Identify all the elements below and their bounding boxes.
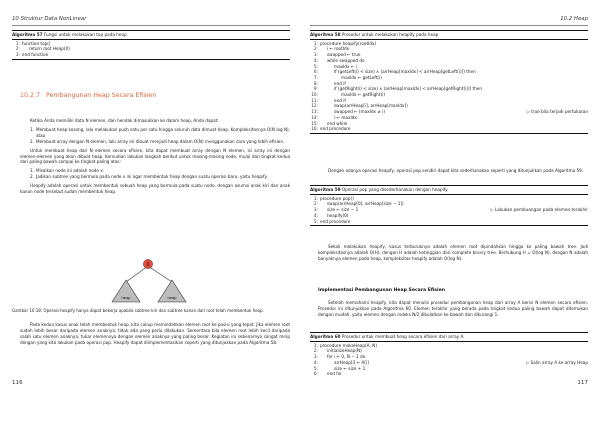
header-rule bbox=[12, 25, 290, 26]
line-number: 1: bbox=[313, 342, 318, 348]
line-code: end while bbox=[327, 120, 348, 126]
line-code: heapify(0) bbox=[327, 212, 349, 218]
algorithm-caption: Fungsi untuk melakukan top pada heap bbox=[43, 32, 127, 37]
algorithm-title bbox=[310, 332, 588, 342]
line-code: maxIdx ← getRight(i) bbox=[341, 92, 385, 98]
line-code: if (getLeft(i) < size) ∧ (arrHeap[maxIdx] < arrHeap[getLeft(i)]) then bbox=[334, 69, 476, 75]
line-number: 12: bbox=[311, 103, 318, 109]
line-number: 4: bbox=[313, 212, 318, 218]
line-number: 2: bbox=[15, 46, 20, 52]
right-page bbox=[300, 0, 600, 424]
paragraph: Dengan adanya operasi heapify, operasi pop sendiri dapat kita sederhanakan seperti yang ditunjukkan pada Algoritma 59. bbox=[328, 168, 584, 173]
algorithm-lines bbox=[12, 40, 290, 60]
section-number: 10.2.7 bbox=[20, 92, 41, 99]
paragraph: Pada kedua kasus anak telah membentuk heap, kita cukup memindahkan elemen root ke posisi yang tepat. Jika elemen root sudah lebih besar daripada elemen anaknya, tidak ada yang perlu dilakukan. Sementara bila elemen root lebih kecil daripada salah satu elemen anaknya, tukar elemennya dengan elemen anaknya yang paling besar. Kegiatan ini sebenarnya sangat mirip dengan yang kita lakukan pada operasi pop. Heapify dapat diimplementasikan seperti yang ditunjukkan pada Algoritma 58. bbox=[20, 322, 290, 345]
left-subtree-label: heap bbox=[121, 295, 131, 300]
list-item bbox=[30, 127, 290, 139]
line-code: function top() bbox=[22, 40, 51, 46]
line-code: swap(arrHeap[i], arrHeap[maxIdx]) bbox=[334, 103, 408, 109]
line-number: 2: bbox=[313, 46, 318, 52]
line-number: 9: bbox=[313, 86, 318, 92]
line-code: end procedure bbox=[320, 218, 351, 224]
line-number: 1: bbox=[313, 195, 318, 201]
list-item-number: 1. bbox=[30, 126, 34, 132]
algorithm-title bbox=[310, 30, 588, 40]
line-code: procedure pop() bbox=[320, 195, 354, 201]
line-number: 6: bbox=[313, 69, 318, 75]
algorithm-57 bbox=[12, 30, 290, 60]
line-code: maxIdx ← getLeft(i) bbox=[341, 74, 382, 80]
page-number-right: 117 bbox=[577, 380, 588, 386]
line-number: 15: bbox=[311, 120, 318, 126]
algorithm-caption: Prosedur untuk membuat heap secara efisien dari array A. bbox=[341, 334, 465, 339]
line-code: swapped ← true bbox=[327, 52, 361, 58]
line-number: 3: bbox=[15, 52, 20, 58]
list-item-number: 1. bbox=[30, 168, 34, 174]
algorithm-line bbox=[310, 371, 588, 377]
line-code: if (getRight(i) < size) ∧ (arrHeap[maxIdx] < arrHeap[getRight(i)]) then bbox=[334, 86, 483, 92]
line-comment: ▷ Salin array A ke array Heap bbox=[525, 359, 588, 365]
algorithm-title bbox=[12, 30, 290, 40]
line-code: procedure makeHeap(A, N) bbox=[320, 342, 377, 348]
line-number: 16: bbox=[311, 126, 318, 132]
list-item-text: Misalkan node ini adalah node x. bbox=[36, 168, 105, 174]
line-code: end if bbox=[334, 80, 346, 86]
line-number: 14: bbox=[311, 114, 318, 120]
line-number: 3: bbox=[313, 354, 318, 360]
algorithm-59 bbox=[310, 185, 588, 226]
section-heading bbox=[20, 92, 156, 99]
list-item bbox=[30, 174, 290, 180]
options-list bbox=[30, 127, 290, 145]
list-item-number: 2. bbox=[30, 138, 34, 144]
heapify-figure bbox=[100, 256, 210, 308]
line-number: 5: bbox=[313, 365, 318, 371]
line-number: 11: bbox=[311, 97, 318, 103]
root-node-label: X bbox=[146, 261, 150, 268]
algorithm-label: Algoritma 60 bbox=[310, 334, 341, 339]
line-code: end for bbox=[327, 371, 342, 377]
line-number: 13: bbox=[311, 109, 318, 115]
right-subtree-label: heap bbox=[167, 295, 177, 300]
header-rule bbox=[310, 25, 588, 26]
paragraph: Sekali melakukan heapify, kasus terburuknya adalah elemen root dipindahkan hingga ke paling bawah tree. Jadi kompleksitasnya adalah O(H), dengan H adalah ketinggian dari complete binary tree. Berhubung H = O(log N), dengan N adalah banyaknya elemen pada heap, kompleksitas heapify adalah O(log N). bbox=[318, 244, 588, 261]
algorithm-caption: Operasi pop yang disederhanakan dengan heapify. bbox=[341, 187, 449, 192]
line-code: swap(arrHeap[0], arrHeap[size − 1]) bbox=[327, 201, 404, 207]
line-number: 1: bbox=[313, 40, 318, 46]
line-code: i ← maxIdx bbox=[334, 114, 357, 120]
line-code: end if bbox=[334, 97, 346, 103]
right-text-3 bbox=[318, 300, 588, 321]
line-number: 2: bbox=[313, 201, 318, 207]
line-number: 3: bbox=[313, 52, 318, 58]
algorithm-line bbox=[310, 126, 588, 132]
line-number: 3: bbox=[313, 207, 318, 213]
algorithm-lines bbox=[310, 195, 588, 227]
figure-edge-left bbox=[126, 266, 148, 282]
figure-caption: Gambar 10.18: Operasi heapify hanya dapat bekerja apabila subtree kiri dan subtree kanan dari root telah membentuk heap. bbox=[12, 308, 264, 313]
line-number: 1: bbox=[15, 40, 20, 46]
line-number: 2: bbox=[313, 348, 318, 354]
line-code: end function bbox=[22, 52, 49, 58]
line-code: procedure heapify(rootIdx) bbox=[320, 40, 377, 46]
left-text-top bbox=[20, 118, 290, 198]
list-item-text: Jadikan subtree yang bermula pada node x ini agar membentuk heap dengan suatu operasi baru, yaitu heapify. bbox=[36, 174, 268, 180]
algorithm-label: Algoritma 57 bbox=[12, 32, 43, 37]
line-code: initializeHeap(N) bbox=[327, 348, 362, 354]
line-number: 4: bbox=[313, 359, 318, 365]
line-number: 8: bbox=[313, 80, 318, 86]
algorithm-caption: Prosedur untuk melakukan heapify pada heap bbox=[341, 32, 439, 37]
algorithm-label: Algoritma 58 bbox=[310, 32, 341, 37]
line-code: return root Heap(0) bbox=[29, 46, 70, 52]
line-code: size ← size − 1 bbox=[327, 207, 359, 213]
steps-list bbox=[30, 168, 290, 180]
list-item-text: Membuat array dengan N elemen, lalu array ini dibuat menjadi heap dalam O(N) menggunakan cara yang lebih efisien. bbox=[36, 138, 285, 144]
section-title: Pembangunan Heap Secara Efisien bbox=[46, 92, 157, 99]
algorithm-lines bbox=[310, 40, 588, 134]
algorithm-title bbox=[310, 185, 588, 195]
line-number: 5: bbox=[313, 218, 318, 224]
algorithm-line bbox=[310, 219, 588, 225]
line-number: 5: bbox=[313, 63, 318, 69]
right-text-1 bbox=[318, 168, 588, 177]
right-text-2 bbox=[318, 244, 588, 265]
line-code: end procedure bbox=[320, 126, 351, 132]
line-code: arrHeap[i] ← A[i] bbox=[334, 359, 369, 365]
running-header-right: 10.2 Heap bbox=[560, 16, 588, 22]
line-number: 7: bbox=[313, 74, 318, 80]
list-item-number: 2. bbox=[30, 174, 34, 180]
algorithm-60 bbox=[310, 332, 588, 378]
paragraph: Untuk membuat heap dari N elemen secara efisien, kita dapat membuat array dengan N elemen, isi array ini dengan elemen-elemen yang akan dibuat heap. Kemudian lakukan langkah berikut untuk masing-masing node, mulai dari tingkat kedua dari paling bawah sampai ke tingkat paling atas: bbox=[20, 147, 290, 165]
paragraph: Ketika Anda memiliki data N elemen, dan hendak dimasukkan ke dalam heap, Anda dapat: bbox=[30, 118, 219, 123]
left-text-bottom bbox=[20, 322, 290, 349]
paragraph: Heapify adalah operasi untuk membentuk sebuah heap yang bermula pada suatu node, dengan asumsi anak kiri dan anak kanan node tersebut sudah membentuk heap. bbox=[20, 183, 290, 195]
list-item bbox=[30, 139, 290, 145]
line-code: size ← size + 1 bbox=[334, 365, 366, 371]
algorithm-label: Algoritma 59 bbox=[310, 187, 341, 192]
algorithm-lines bbox=[310, 342, 588, 378]
subsection-heading: Implementasi Pembangunan Heap Secara Efisien bbox=[318, 288, 445, 293]
list-item-text: Membuat heap kosong, lalu melakukan push satu per satu hingga seluruh data dimuat heap. Kompleksitasnya O(N log N), atau bbox=[36, 126, 290, 138]
line-code: i ← rootIdx bbox=[327, 46, 350, 52]
running-header-left: 10 Struktur Data NonLinear bbox=[12, 16, 87, 22]
line-comment: ▷ Lakukan pembuangan pada elemen terakhir bbox=[490, 207, 588, 213]
page-number-left: 116 bbox=[12, 380, 23, 386]
line-code: while swapped do bbox=[327, 57, 365, 63]
line-number: 4: bbox=[313, 57, 318, 63]
algorithm-58 bbox=[310, 30, 588, 134]
line-comment: ▷ true bila terjadi pertukaran bbox=[526, 109, 588, 115]
line-number: 10: bbox=[311, 92, 318, 98]
line-number: 6: bbox=[313, 371, 318, 377]
algorithm-line bbox=[12, 52, 290, 58]
figure-edge-right bbox=[148, 266, 172, 282]
line-code: maxIdx ← i bbox=[334, 63, 357, 69]
line-code: swapped ← (maxIdx ≠ i) bbox=[334, 109, 385, 115]
line-code: for i ← 0, N − 1 do bbox=[327, 354, 366, 360]
paragraph: Setelah memahami heapify, kita dapat menulis prosedur pembangunan heap dari array A berisi N elemen secara efisien. Prosedur ini ditunjukkan pada Algoritma 60. Elemen terakhir yang berada pada tingkat kedua paling bawah dapat ditemukan dengan mudah, yaitu elemen dengan indeks N/2 dibulatkan ke bawah dan dikurangi 1. bbox=[318, 300, 588, 317]
